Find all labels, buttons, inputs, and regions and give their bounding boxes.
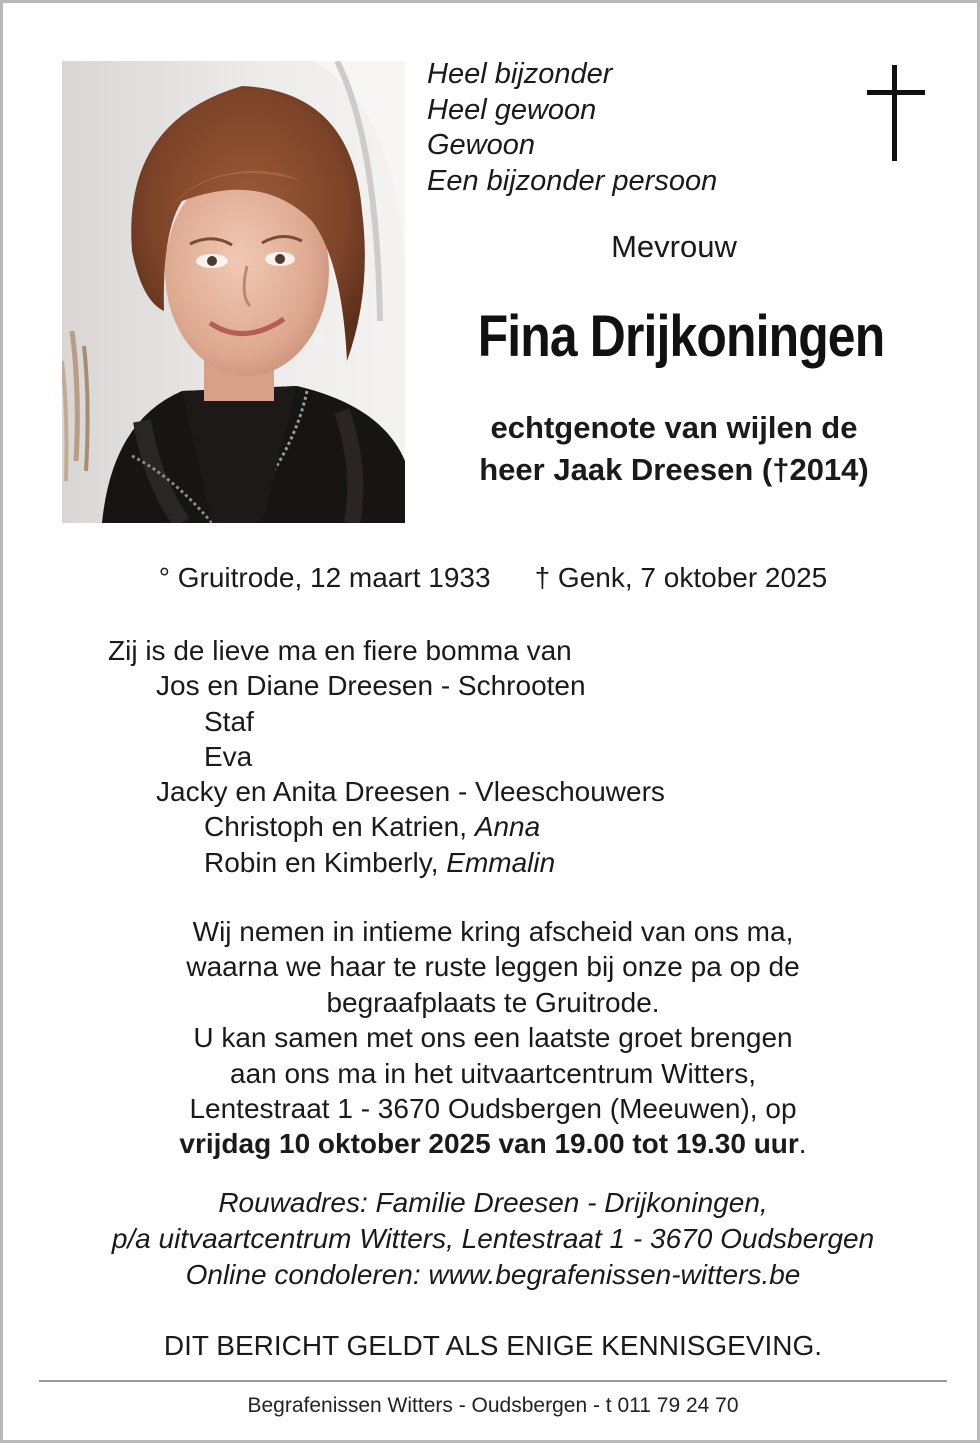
great-grandchild-name: Anna xyxy=(474,811,541,843)
poem-line: Gewoon xyxy=(427,129,536,161)
family-member: Eva xyxy=(204,740,253,772)
funeral-home-footer: Begrafenissen Witters - Oudsbergen - t 011 79 24 70 xyxy=(247,1394,739,1417)
portrait-photo xyxy=(62,61,405,523)
grandchild-names: Robin en Kimberly, xyxy=(204,846,447,878)
poem-line: Heel bijzonder xyxy=(427,58,613,90)
family-member: Jacky en Anita Dreesen - Vleeschouwers xyxy=(156,776,665,808)
ceremony-line: Lentestraat 1 - 3670 Oudsbergen (Meeuwen), op xyxy=(189,1093,797,1125)
family-intro: Zij is de lieve ma en fiere bomma van xyxy=(108,635,572,666)
spouse-line: heer Jaak Dreesen (†2014) xyxy=(479,452,869,487)
death-date: † Genk, 7 oktober 2025 xyxy=(534,562,828,593)
ceremony-line: Wij nemen in intieme kring afscheid van ons ma, xyxy=(192,916,794,947)
visitation-datetime: vrijdag 10 oktober 2025 van 19.00 tot 19.30 uur xyxy=(179,1128,799,1160)
poem xyxy=(427,57,827,199)
poem-line: Heel gewoon xyxy=(427,93,597,126)
address-line: p/a uitvaartcentrum Witters, Lentestraat 1 - 3670 Oudsbergen xyxy=(111,1223,875,1254)
ceremony-line: begraafplaats te Gruitrode. xyxy=(326,986,660,1018)
ceremony-text xyxy=(3,914,980,1162)
ceremony-line: aan ons ma in het uitvaartcentrum Witters, xyxy=(230,1057,756,1089)
family-member xyxy=(108,809,908,844)
portrait-illustration xyxy=(62,61,405,523)
family-member xyxy=(108,845,908,880)
great-grandchild-name: Emmalin xyxy=(446,846,556,878)
family-member: Staf xyxy=(204,705,254,737)
life-dates xyxy=(3,559,980,597)
divider xyxy=(39,1380,947,1382)
family-list xyxy=(108,633,908,880)
deceased-name: Fina Drijkoningen xyxy=(477,304,885,369)
spouse-line: echtgenote van wijlen de xyxy=(490,410,858,445)
spouse-info xyxy=(427,407,921,491)
condolence-link[interactable]: Online condoleren: www.begrafenissen-witters.be xyxy=(185,1259,801,1290)
ceremony-line: U kan samen met ons een laatste groet brengen xyxy=(193,1022,793,1054)
official-notice: DIT BERICHT GELDT ALS ENIGE KENNISGEVING. xyxy=(163,1330,823,1361)
address-line: Rouwadres: Familie Dreesen - Drijkoningen, xyxy=(218,1187,768,1218)
salutation: Mevrouw xyxy=(611,229,737,264)
grandchild-names: Christoph en Katrien, xyxy=(204,811,475,843)
mourning-address xyxy=(3,1185,980,1293)
family-member: Jos en Diane Dreesen - Schrooten xyxy=(156,670,586,702)
sentence-end: . xyxy=(798,1128,807,1160)
birth-date: ° Gruitrode, 12 maart 1933 xyxy=(158,562,491,593)
cross-icon xyxy=(867,65,925,161)
ceremony-line: waarna we haar te ruste leggen bij onze pa op de xyxy=(186,951,800,983)
poem-line: Een bijzonder persoon xyxy=(427,164,718,197)
ceremony-line xyxy=(3,1126,980,1161)
